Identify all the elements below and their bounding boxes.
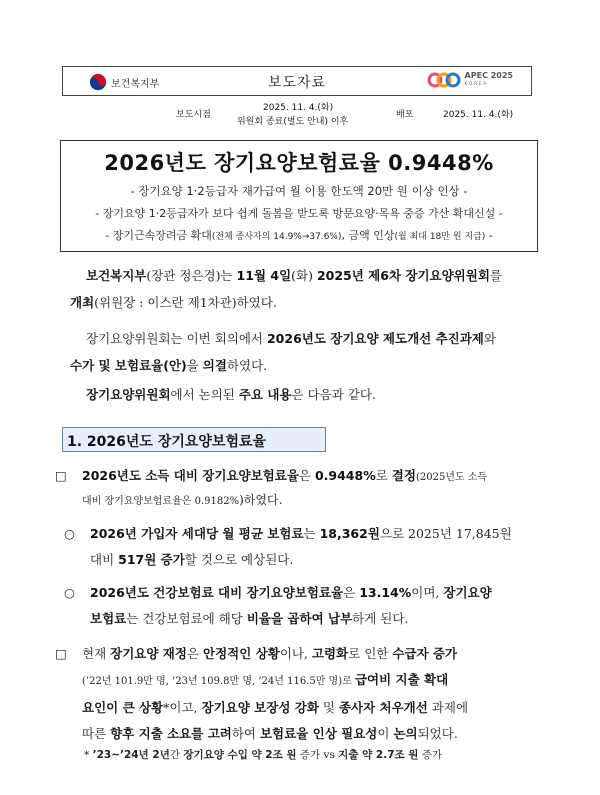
embargo-label: 보도시점 [176,110,211,120]
item-health-ratio: 2026년도 건강보험료 대비 장기요양보험료율은 13.14%이며, 장기요양 보험료는 건강보험료에 해당 비율을 곱하여 납부하게 된다. [90,585,492,626]
subheadline-1: - 장기요양 1·2등급자 재가급여 월 이용 한도액 20만 원 이상 인상 - [130,184,468,198]
item-finance: 현재 장기요양 재정은 안정적인 상황이나, 고령화로 인한 수급자 증가 (’22년 101.9만 명, ’23년 109.8만 명, ’24년 116.5만 명)로 급여비 지출 확대 요인이 큰 상황*이고, 장기요양 보장성 강화 및 종사자 처우개선 과제에 따른 향후 지출 소요를 고려하여 보험료율 인상 필요성이 논의되었다. [82,646,469,741]
footnote: * ’23~’24년 2년간 장기요양 수입 약 2조 원 증가 vs 지출 약 2.7조 원 증가 [84,749,443,761]
paragraph-meeting: 보건복지부(장관 정은경)는 11월 4일(화) 2025년 제6차 장기요양위원회를 개최(위원장 : 이스란 제1차관)하였다. [70,268,502,310]
apec-emblem-icon [427,71,461,89]
doc-type: 보도자료 [267,75,327,91]
apec-logo [427,71,513,89]
section-heading: 1. 2026년도 장기요양보험료율 [62,427,326,452]
square-bullet-icon: □ [55,468,67,483]
paragraph-decision: 장기요양위원회는 이번 회의에서 2026년도 장기요양 제도개선 추진과제와 수가 및 보험료율(안)을 의결하였다. [70,331,496,373]
apec-sub: KOREA [464,81,489,86]
square-bullet-icon: □ [55,646,67,661]
ministry-name: 보건복지부 [111,78,160,90]
press-header [62,66,532,96]
apec-name: APEC 2025 [464,71,513,80]
distribution-label: 배포 [396,110,414,120]
headline: 2026년도 장기요양보험료율 0.9448% [104,151,494,175]
item-monthly-premium: 2026년 가입자 세대당 월 평균 보험료는 18,362원으로 2025년 17,845원 대비 517원 증가할 것으로 예상된다. [90,526,512,567]
embargo-condition: 위원회 종료(별도 안내) 이후 [237,117,349,127]
subheadline-2: - 장기요양 1·2등급자가 보다 쉽게 돌봄을 받도록 방문요양·목욕 중증 가산 확대신설 - [95,207,503,220]
item-premium-rate: 2026년도 소득 대비 장기요양보험료율은 0.9448%로 결정(2025년도 소득 대비 장기요양보험료율은 0.9182%)하였다. [82,468,488,507]
distribution-date: 2025. 11. 4.(화) [443,110,514,120]
embargo-date: 2025. 11. 4.(화) [263,103,334,113]
circle-bullet-icon: ○ [64,526,75,541]
paragraph-intro: 장기요양위원회에서 논의된 주요 내용은 다음과 같다. [86,387,376,402]
circle-bullet-icon: ○ [64,585,75,600]
headline-box [60,140,538,252]
subheadline-3: - 장기근속장려금 확대(전체 종사자의 14.9%→37.6%), 금액 인상(월 최대 18만 원 지급) - [105,229,493,242]
